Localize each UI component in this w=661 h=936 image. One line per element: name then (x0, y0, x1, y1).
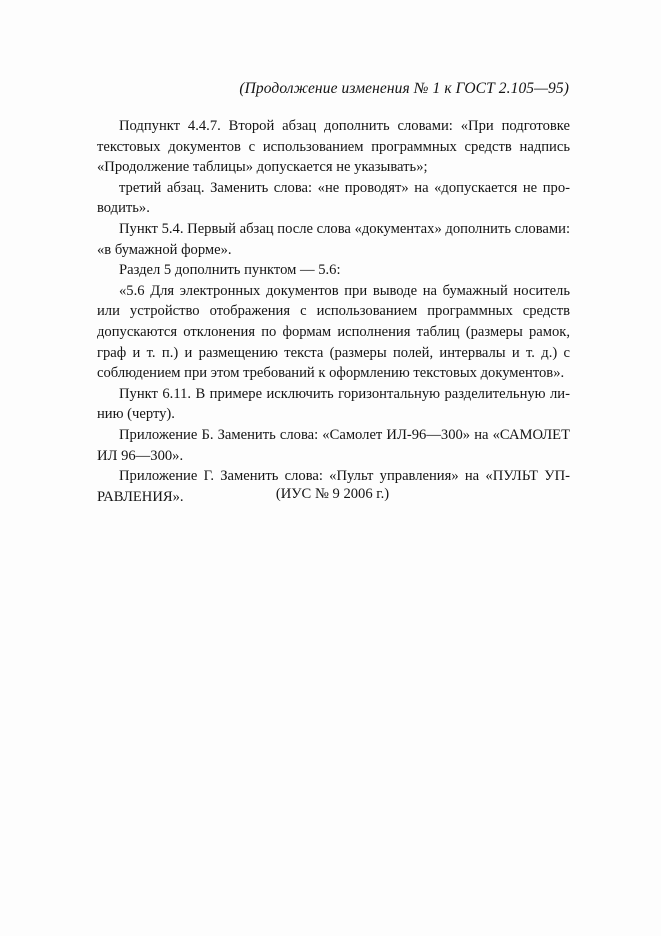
paragraph-clause-6-11: Пункт 6.11. В примере исключить горизонтальную разделительную линию (черту). (97, 385, 570, 423)
paragraph-appendix-b: Приложение Б. Заменить слова: «Самолет ИЛ-96—300» на «САМОЛЕТ ИЛ 96—300». (97, 426, 570, 464)
paragraph-section-5: Раздел 5 дополнить пунктом — 5.6: (119, 262, 341, 279)
paragraph-appendix-g: Приложение Г. Заменить слова: «Пульт управления» на «ПУЛЬТ УПРАВЛЕНИЯ». (97, 468, 570, 505)
paragraph-clause-5-6: «5.6 Для электронных документов при выводе на бумажный носитель или устройство отображения с использованием программных средств допускаются отклонения по формам исполнения таблиц (размеры рамок, граф и т. п.) и размещению текста (размеры полей, интервалы и т. д.) с соблюдением при этом требований к оформлению текстовых документов». (97, 282, 570, 382)
ius-source-note: (ИУС № 9 2006 г.) (275, 486, 390, 502)
paragraph-subclause-4-4-7: Подпункт 4.4.7. Второй абзац дополнить словами: «При подготовке текстовых документов с использованием программных средств надпись «Продолжение таблицы» допускается не указывать»; (97, 118, 570, 176)
paragraph-clause-5-4: Пункт 5.4. Первый абзац после слова «документах» дополнить словами: «в бумажной форме». (97, 220, 570, 258)
amendment-body (97, 116, 570, 507)
paragraph-third-abzac: третий абзац. Заменить слова: «не проводят» на «допускается не проводить». (97, 179, 570, 217)
continuation-header: (Продолжение изменения № 1 к ГОСТ 2.105—95) (239, 80, 569, 97)
